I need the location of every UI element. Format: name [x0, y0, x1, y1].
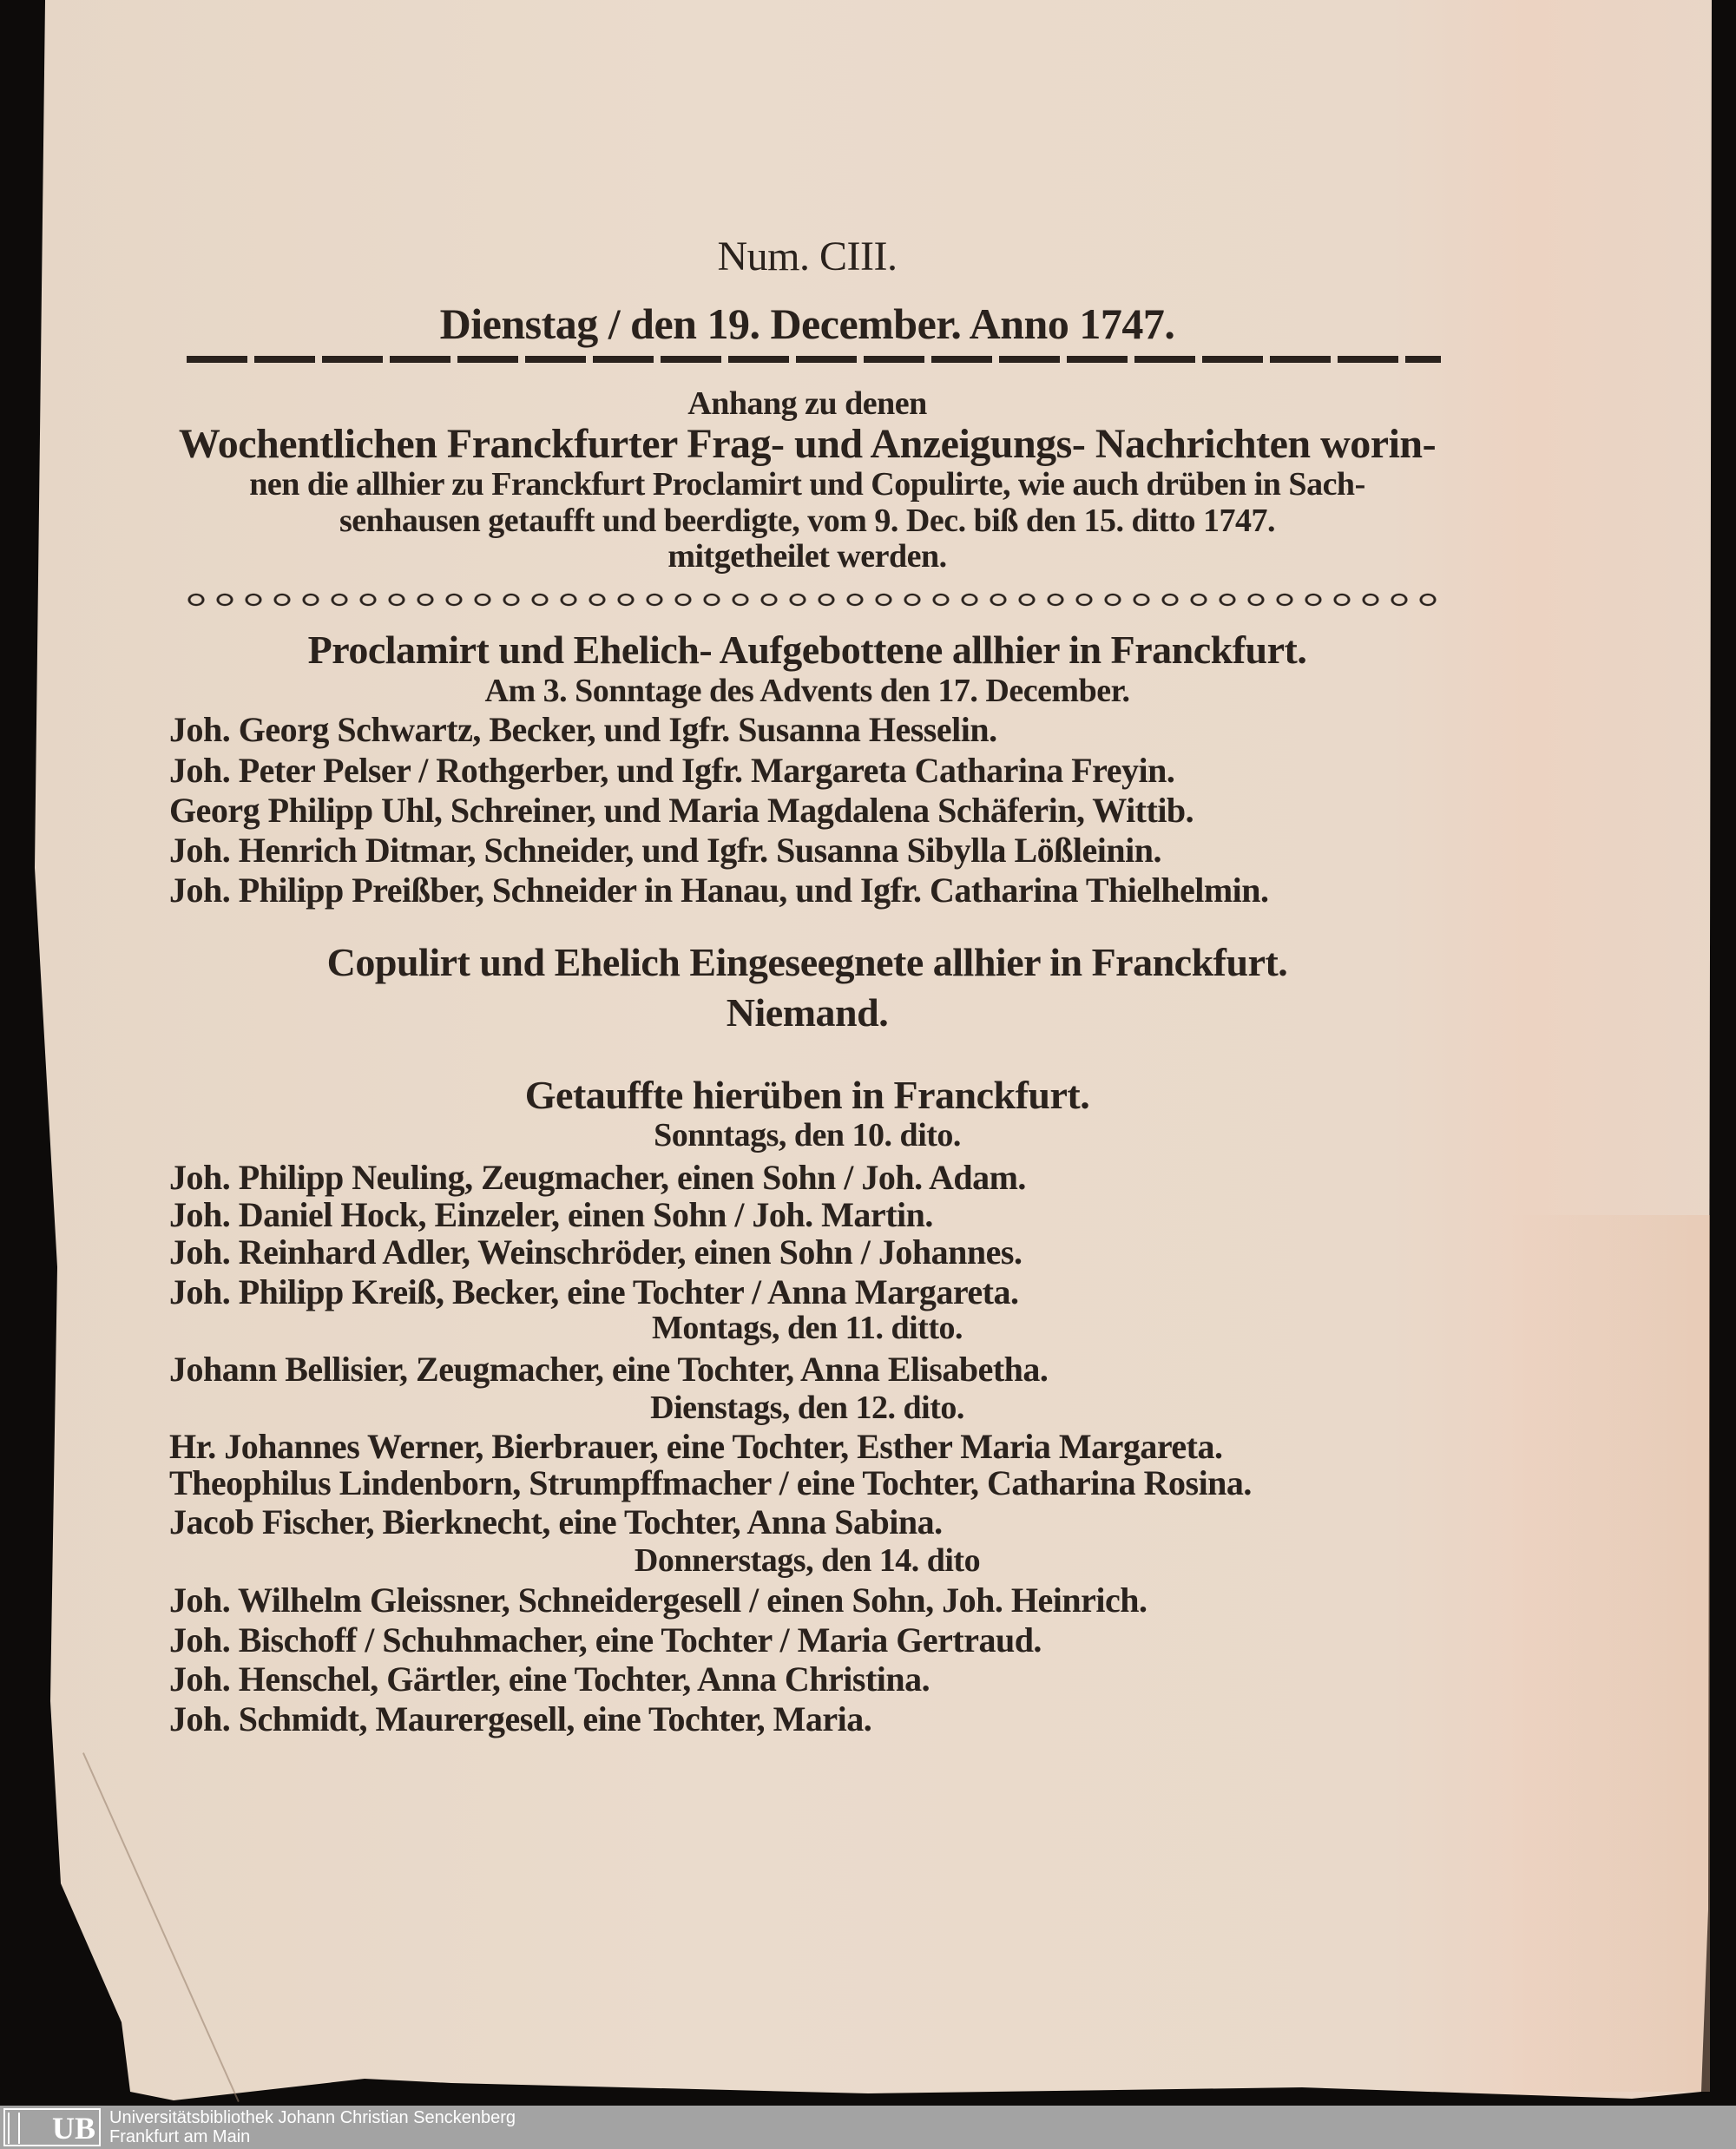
- list-item: Hr. Johannes Werner, Bierbrauer, eine Tochter, Esther Maria Margareta.: [169, 1427, 1223, 1466]
- title-line-3: nen die allhier zu Franckfurt Proclamirt und Copulirte, wie auch drüben in Sach-: [249, 466, 1365, 503]
- logo-pillars-icon: [8, 2113, 20, 2144]
- list-item: Jacob Fischer, Bierknecht, eine Tochter, Anna Sabina.: [169, 1502, 943, 1541]
- section-heading-proclamirt: Proclamirt und Ehelich- Aufgebottene allhier in Franckfurt.: [307, 628, 1307, 672]
- title-line-2: Wochentlichen Franckfurter Frag- und Anzeigungs- Nachrichten worin-: [178, 421, 1437, 467]
- list-item: Joh. Schmidt, Maurergesell, eine Tochter, Maria.: [169, 1699, 872, 1738]
- section-heading-getauffte: Getauffte hierüben in Franckfurt.: [524, 1073, 1090, 1117]
- list-item: Theophilus Lindenborn, Strumpffmacher / eine Tochter, Catharina Rosina.: [169, 1463, 1252, 1502]
- list-item: Joh. Wilhelm Gleissner, Schneidergesell / einen Sohn, Joh. Heinrich.: [169, 1581, 1147, 1620]
- library-logo: [3, 2108, 101, 2146]
- day-label: Dienstags, den 12. dito.: [650, 1390, 964, 1426]
- list-item: Joh. Philipp Preißber, Schneider in Hanau, und Igfr. Catharina Thielhelmin.: [169, 871, 1269, 910]
- list-item: Joh. Bischoff / Schuhmacher, eine Tochter / Maria Gertraud.: [169, 1620, 1042, 1659]
- title-line-4: senhausen getaufft und beerdigte, vom 9. Dec. biß den 15. ditto 1747.: [339, 503, 1276, 539]
- list-item: Joh. Reinhard Adler, Weinschröder, einen Sohn / Johannes.: [169, 1232, 1023, 1272]
- list-item: Joh. Henschel, Gärtler, eine Tochter, Anna Christina.: [169, 1659, 930, 1699]
- list-item: Georg Philipp Uhl, Schreiner, und Maria Magdalena Schäferin, Wittib.: [169, 791, 1194, 830]
- day-label: Donnerstags, den 14. dito: [634, 1542, 981, 1579]
- list-item: Joh. Philipp Kreiß, Becker, eine Tochter / Anna Margareta.: [169, 1272, 1019, 1311]
- library-name: Universitätsbibliothek Johann Christian Senckenberg: [109, 2108, 516, 2127]
- day-label: Montags, den 11. ditto.: [652, 1310, 963, 1346]
- title-line-1: Anhang zu denen: [687, 385, 927, 422]
- proclamirt-date: Am 3. Sonntage des Advents den 17. December.: [484, 673, 1130, 709]
- divider-rule: [187, 356, 1441, 363]
- library-location: Frankfurt am Main: [109, 2127, 251, 2146]
- library-footer-bar: [0, 2106, 1736, 2149]
- logo-text: UB: [51, 2111, 95, 2146]
- section-heading-copulirt: Copulirt und Ehelich Eingeseegnete allhier in Franckfurt.: [326, 940, 1288, 984]
- issue-date: Dienstag / den 19. December. Anno 1747.: [439, 299, 1175, 348]
- list-item: Joh. Henrich Ditmar, Schneider, und Igfr. Susanna Sibylla Lößleinin.: [169, 831, 1161, 870]
- list-item: Joh. Philipp Neuling, Zeugmacher, einen Sohn / Joh. Adam.: [169, 1158, 1026, 1197]
- copulirt-none: Niemand.: [726, 990, 889, 1035]
- ornamental-border: [184, 587, 1444, 613]
- list-item: Joh. Georg Schwartz, Becker, und Igfr. Susanna Hesselin.: [169, 710, 997, 749]
- issue-number: Num. CIII.: [717, 233, 898, 279]
- list-item: Joh. Daniel Hock, Einzeler, einen Sohn / Joh. Martin.: [169, 1195, 933, 1234]
- title-line-5: mitgetheilet werden.: [667, 538, 947, 575]
- day-label: Sonntags, den 10. dito.: [654, 1117, 961, 1153]
- list-item: Johann Bellisier, Zeugmacher, eine Tochter, Anna Elisabetha.: [169, 1350, 1049, 1389]
- list-item: Joh. Peter Pelser / Rothgerber, und Igfr. Margareta Catharina Freyin.: [169, 751, 1175, 790]
